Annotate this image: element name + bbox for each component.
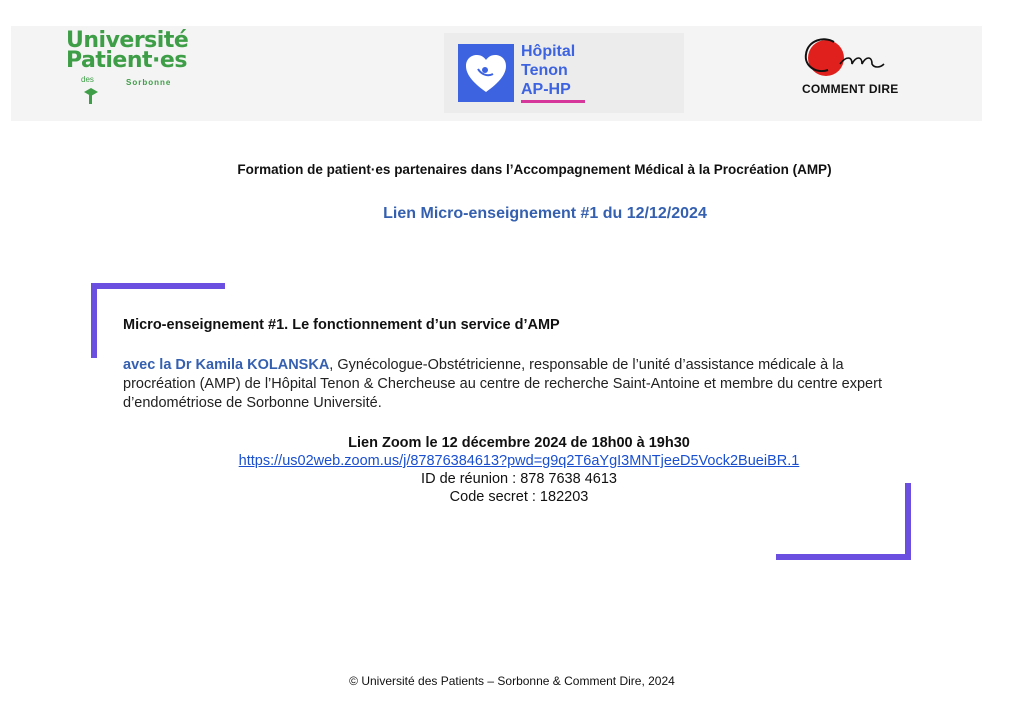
speaker-description (123, 356, 883, 413)
zoom-meeting-id: ID de réunion : 878 7638 4613 (421, 471, 617, 487)
session-title: Micro-enseignement #1. Le fonctionnement d’un service d’AMP (123, 317, 560, 333)
bracket-top-left-vertical (91, 283, 97, 358)
universite-des-patients-logo (60, 28, 200, 106)
zoom-info (0, 434, 1024, 506)
logo-universite-word: Université (66, 28, 189, 53)
speaker-name: avec la Dr Kamila KOLANSKA (123, 357, 330, 373)
graduation-cap-icon (84, 88, 98, 104)
zoom-title: Lien Zoom le 12 décembre 2024 de 18h00 à 19h30 (348, 435, 690, 451)
course-title: Formation de patient·es partenaires dans l’Accompagnement Médical à la Procréation (AMP) (237, 162, 832, 177)
zoom-secret-code: Code secret : 182203 (449, 489, 589, 505)
bracket-bottom-right-horizontal (776, 554, 911, 560)
logo-sorbonne-word: Sorbonne (126, 78, 172, 87)
heart-icon (458, 44, 514, 102)
bracket-top-left-horizontal (91, 283, 225, 289)
comment-dire-logo-text: COMMENT DIRE (802, 82, 899, 96)
logo-patientes-word: Patient·es (66, 48, 187, 73)
zoom-link[interactable]: https://us02web.zoom.us/j/87876384613?pwd=g9q2T6aYgI3MNTjeeD5Vock2BueiBR.1 (238, 453, 800, 469)
copyright-footer: © Université des Patients – Sorbonne & Comment Dire, 2024 (349, 674, 675, 688)
logo-des-word: des (81, 75, 94, 84)
tenon-underline (521, 100, 585, 103)
tenon-line-tenon: Tenon (521, 62, 568, 79)
tenon-heart-icon (458, 44, 514, 102)
tenon-logo-text (521, 42, 575, 99)
tenon-line-hopital: Hôpital (521, 43, 576, 60)
link-title: Lien Micro-enseignement #1 du 12/12/2024 (383, 205, 707, 222)
tenon-line-aphp: AP-HP (521, 81, 571, 98)
speaker-details: , Gynécologue-Obstétricienne, responsable de l’unité d’assistance médicale à la procréation (AMP) de l’Hôpital Tenon & Chercheuse au centre de recherche Saint-Antoine et membre du centre expert d’endométriose de Sorbonne Université. (123, 357, 882, 411)
